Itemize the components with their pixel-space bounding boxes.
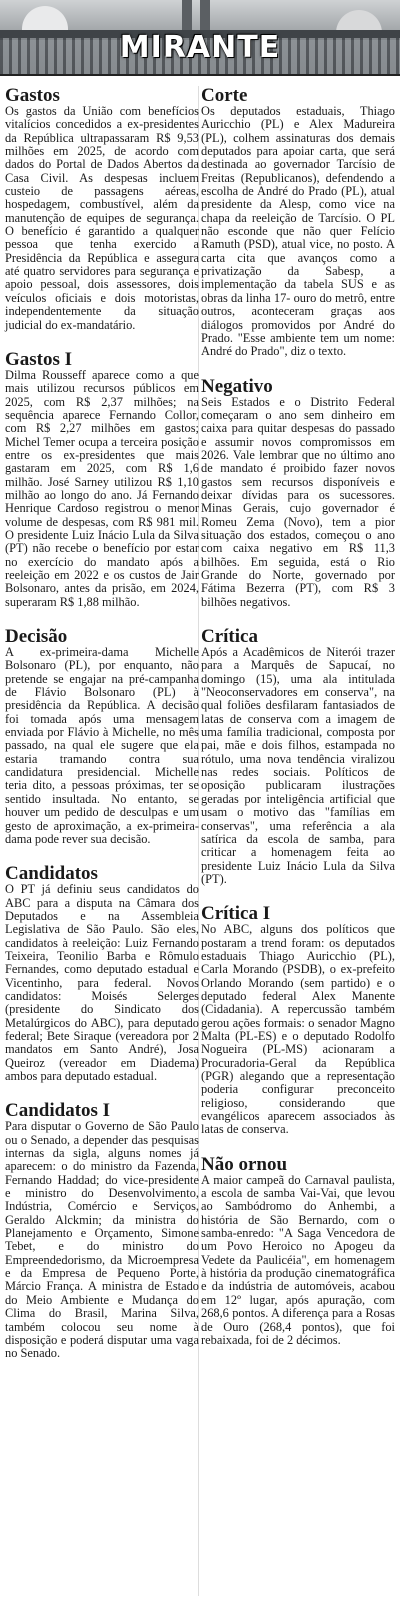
- note-body: Os deputados estaduais, Thiago Auricchio (PL) e Alex Madureira (PL), colhem assinaturas dos demais deputados para apoiar carta, que será destinada ao governador Tarcísio de Freitas (Republicanos), defendendo a escolha de André do Prado (PL), atual presidente da Alesp, como vice na chapa da reeleição de Tarcísio. O PL não esconde que não quer Felício Ramuth (PSD), atual vice, no posto. A carta cita que avanços como a privatização da Sabesp, a implementação da tabela SUS e as obras da linha 17- ouro do metrô, entre outros, aconteceram graças aos diálogos promovidos por André do Prado. "Esse ambiente tem um nome: André do Prado", diz o texto.: [201, 104, 395, 359]
- note-corte: [201, 86, 395, 359]
- note-heading: Candidatos: [5, 863, 98, 885]
- note-heading: Crítica I: [201, 903, 271, 925]
- right-column: [201, 86, 395, 1365]
- note-heading: Decisão: [5, 626, 68, 648]
- note-gastos-i: [5, 350, 199, 609]
- note-decisao: [5, 627, 199, 846]
- column-title: MIRANTE: [119, 30, 281, 65]
- note-body: Para disputar o Governo de São Paulo ou o Senado, a depender das pesquisas internas da sigla, alguns nomes já aparecem: o do ministro da Fazenda, Fernando Haddad; do vice-presidente e ministro do Desenvolvimento, Indústria, Comércio e Serviços, Geraldo Alckmin; da ministra do Planejamento e Orçamento, Simone Tebet, e do ministro do Empreendedorismo, da Microempresa e da Empresa de Pequeno Porte, Márcio França. A ministra de Estado do Meio Ambiente e Mudança do Clima do Brasil, Marina Silva, também colocou seu nome à disposição e poderá disputar uma vaga no Senado.: [5, 1119, 199, 1361]
- masthead: [0, 0, 400, 76]
- note-nao-ornou: [201, 1155, 395, 1347]
- note-candidatos: [5, 864, 199, 1083]
- note-heading: Candidatos I: [5, 1100, 111, 1122]
- note-heading: Gastos I: [5, 348, 73, 370]
- note-negativo: [201, 377, 395, 610]
- note-heading: Corte: [201, 85, 248, 106]
- note-heading: Crítica: [201, 626, 258, 648]
- note-body: O PT já definiu seus candidatos do ABC para a disputa na Câmara dos Deputados e na Assembleia Legislativa de São Paulo. São eles, candidatos à reeleição: Luiz Fernando Teixeira, Teonilio Barba e Rômulo Fernandes, como deputado estadual e Vicentinho, para federal. Novos candidatos: Moisés Selerges (presidente do Sindicato dos Metalúrgicos do ABC), para deputado federal; Bete Siraque (vereadora por 2 mandatos em Santo André), Josa Queiroz (vereador em Diadema) ambos para deputado estadual.: [5, 882, 199, 1083]
- note-body: Dilma Rousseff aparece como a que mais utilizou recursos públicos em 2025, com R$ 2,37 milhões; na sequência aparece Fernando Collor, com R$ 2,27 milhões em gastos; Michel Temer ocupa a terceira posição entre os ex-presidentes que mais gastaram em 2025, com R$ 1,6 milhão. José Sarney utilizou R$ 1,10 milhão ao longo do ano. Já Fernando Henrique Cardoso registrou o menor volume de despesas, com R$ 981 mil. O presidente Luiz Inácio Lula da Silva (PT) não recebe o benefício por estar no exercício do mandato após a reeleição em 2022 e os custos de Jair Bolsonaro, antes da prisão, em 2024, superaram R$ 1,88 milhão.: [5, 367, 199, 609]
- congress-dome-image: [22, 6, 68, 30]
- left-column: [5, 86, 199, 1379]
- note-body: A ex-primeira-dama Michelle Bolsonaro (PL), por enquanto, não pretende se engajar na pré-campanha de Flávio Bolsonaro (PL) à presidência da República. A decisão foi tomada após uma mensagem enviada por Flávio à Michelle, no mês passado, na qual ele sugere que ela estaria tramando contra sua candidatura presidencial. Michelle teria dito, a pessoas próximas, ter se sentido insultada. No entanto, se houver um pedido de desculpas e um gesto de aproximação, a ex-primeira-dama pode rever sua decisão.: [5, 645, 199, 846]
- note-heading: Negativo: [201, 375, 273, 397]
- note-critica-i: [201, 904, 395, 1137]
- note-critica: [201, 627, 395, 886]
- note-body: No ABC, alguns dos políticos que postaram a trend foram: os deputados estaduais Thiago Auricchio (PL), Carla Morando (PSDB), o ex-prefeito Orlando Morando (sem partido) e o deputado federal Alex Manente (Cidadania). A repercussão também gerou ações formais: o senador Magno Malta (PL-ES) e o deputado Rodolfo Nogueira (PL-MS) acionaram a Procuradoria-Geral da República (PGR) alegando que a representação poderia configurar preconceito religioso, considerando que evangélicos aparecem associados às latas de conserva.: [201, 922, 395, 1137]
- note-heading: Não ornou: [201, 1153, 288, 1175]
- note-body: Os gastos da União com benefícios vitalícios concedidos a ex-presidentes da República ultrapassaram R$ 9,53 milhões em 2025, de acordo com dados do Portal de Dados Abertos da Casa Civil. As despesas incluem custeio de passagens aéreas, hospedagem, combustível, além da manutenção de equipes de segurança. O benefício é garantido a qualquer pessoa que tenha exercido a Presidência da República e assegura até quatro servidores para segurança e apoio pessoal, dois assessores, dois veículos oficiais e dois motoristas, independentemente da situação judicial do ex-mandatário.: [5, 104, 199, 332]
- note-candidatos-i: [5, 1101, 199, 1360]
- note-body: Após a Acadêmicos de Niterói trazer para a Marquês de Sapucaí, no domingo (15), uma ala intitulada "Neoconservadores em conserva", na qual foliões desfilaram fantasiados de latas de conserva com a imagem de uma família tradicional, composta por pai, mãe e dois filhos, estampada no rótulo, uma nova tendência viralizou nas redes sociais. Políticos de oposição publicaram ilustrações geradas por inteligência artificial que usam o motivo das "famílias em conservas", uma referência a ala satírica da escola de samba, para criticar a homenagem feita ao presidente Luiz Inácio Lula da Silva (PT).: [201, 645, 395, 886]
- note-body: A maior campeã do Carnaval paulista, a escola de samba Vai-Vai, que levou ao Sambódromo do Anhembi, a história de São Bernardo, com o samba-enredo: "A Saga Vencedora de um Povo Heroico no Apogeu da Vedete da Paulicéia", em homenagem à história da produção cinematográfica e da indústria de automóveis, acabou em 12º lugar, após apuração, com 268,6 pontos. A diferença para a Rosas de Ouro (268,4 pontos), que foi rebaixada, foi de 2 décimos.: [201, 1172, 395, 1347]
- note-gastos: [5, 86, 199, 332]
- note-body: Seis Estados e o Distrito Federal começaram o ano sem dinheiro em caixa para quitar despesas do passado e assumir novos compromissos em 2026. Vale lembrar que no último ano de mandato é proibido fazer novos gastos sem recursos disponíveis e deixar dívidas para os sucessores. Minas Gerais, cujo governador é Romeu Zema (Novo), tem a pior situação dos estados, começou o ano com caixa negativo em R$ 11,3 bilhões. Em seguida, está o Rio Grande do Norte, governado por Fátima Bezerra (PT), com R$ 3 bilhões negativos.: [201, 394, 395, 609]
- note-heading: Gastos: [5, 85, 60, 106]
